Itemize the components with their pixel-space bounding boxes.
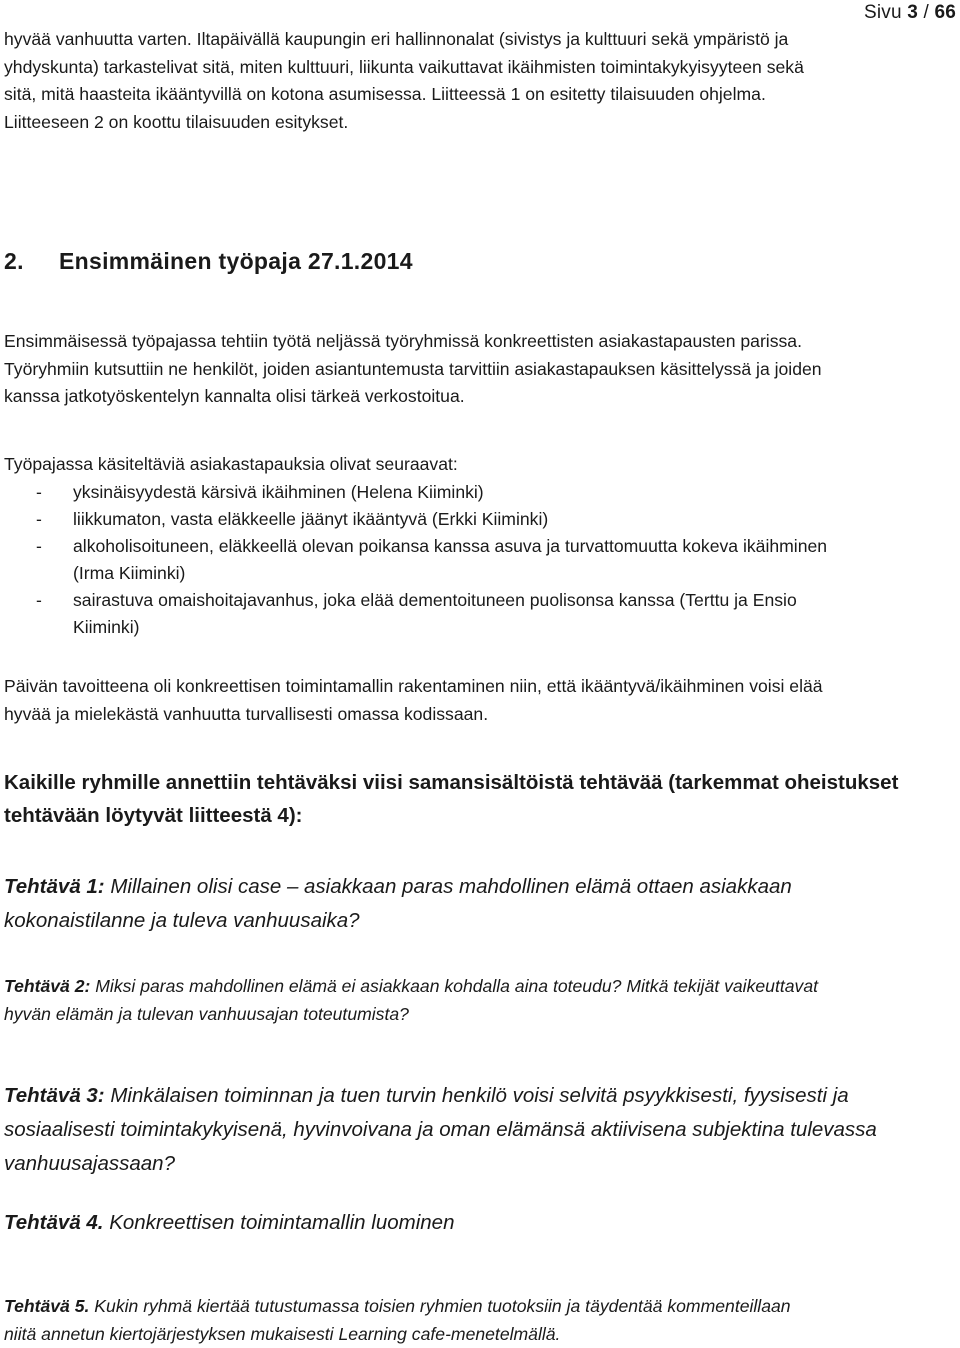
task-text: Kukin ryhmä kiertää tutustumassa toisien ryhmien tuotoksiin ja täydentää kommenteillaan xyxy=(89,1296,791,1316)
task-3 xyxy=(4,1079,954,1181)
text-line: Työryhmiin kutsuttiin ne henkilöt, joiden asiantuntemusta tarvittiin asiakastapauksen käsittelyssä ja joiden xyxy=(4,358,822,379)
text-line: Kaikille ryhmille annettiin tehtäväksi viisi samansisältöistä tehtävää (tarkemmat oheistukset xyxy=(4,771,899,794)
goal-paragraph xyxy=(4,673,954,728)
list-item: - alkoholisoituneen, eläkkeellä olevan poikansa kanssa asuva ja turvattomuutta kokeva ikäihminen (Irma Kiiminki) xyxy=(4,533,954,587)
task-text: hyvän elämän ja tulevan vanhuusajan toteutumista? xyxy=(4,1004,409,1024)
task-text: sosiaalisesti toimintakykyisenä, hyvinvoivana ja oman elämänsä aktiivisena subjektina tulevassa xyxy=(4,1118,877,1141)
task-text: Miksi paras mahdollinen elämä ei asiakkaan kohdalla aina toteudu? Mitkä tekijät vaikeuttavat xyxy=(90,976,818,996)
page-separator: / xyxy=(923,2,929,23)
cases-section xyxy=(4,451,954,641)
list-item: - sairastuva omaishoitajavanhus, joka elää dementoituneen puolisonsa kanssa (Terttu ja Ensio Kiiminki) xyxy=(4,587,954,641)
task-4 xyxy=(4,1206,954,1240)
page-number xyxy=(864,2,956,24)
task-label: Tehtävä 1: xyxy=(4,875,105,898)
cases-intro: Työpajassa käsiteltäviä asiakastapauksia olivat seuraavat: xyxy=(4,454,458,474)
page-prefix: Sivu xyxy=(863,2,902,23)
cases-list xyxy=(4,479,954,641)
list-item: - liikkumaton, vasta eläkkeelle jäänyt ikääntyvä (Erkki Kiiminki) xyxy=(4,506,954,533)
dash-bullet: - xyxy=(36,589,42,610)
section-heading xyxy=(4,248,954,275)
task-text: kokonaistilanne ja tuleva vanhuusaika? xyxy=(4,909,360,932)
dash-bullet: - xyxy=(36,535,42,556)
task-text: vanhuusajassaan? xyxy=(4,1152,175,1175)
task-text: niitä annetun kiertojärjestyksen mukaisesti Learning cafe-menetelmällä. xyxy=(4,1324,561,1344)
page-total: 66 xyxy=(934,2,956,23)
workshop-paragraph xyxy=(4,328,954,411)
task-label: Tehtävä 4. xyxy=(4,1211,104,1234)
intro-paragraph xyxy=(4,26,954,136)
task-text: Konkreettisen toimintamallin luominen xyxy=(103,1211,455,1234)
dash-bullet: - xyxy=(36,481,42,502)
task-2 xyxy=(4,972,954,1028)
task-text: Minkälaisen toiminnan ja tuen turvin henkilö voisi selvitä psyykkisesti, fyysisesti ja xyxy=(104,1084,849,1107)
section-title: Ensimmäinen työpaja 27.1.2014 xyxy=(59,248,413,274)
task-label: Tehtävä 2: xyxy=(4,976,91,996)
task-label: Tehtävä 5. xyxy=(4,1296,90,1316)
task-text: Millainen olisi case – asiakkaan paras mahdollinen elämä ottaen asiakkaan xyxy=(104,875,792,898)
task-1 xyxy=(4,870,954,938)
dash-bullet: - xyxy=(36,508,42,529)
task-5 xyxy=(4,1292,954,1348)
page-current: 3 xyxy=(907,2,918,23)
task-label: Tehtävä 3: xyxy=(4,1084,105,1107)
text-line: yhdyskunta) tarkastelivat sitä, miten kulttuuri, liikunta vaikuttavat ikäihmisten toimintakykyisyyteen sekä xyxy=(4,56,804,77)
text-line: hyvää vanhuutta varten. Iltapäivällä kaupungin eri hallinnonalat (sivistys ja kulttuuri sekä ympäristö ja xyxy=(4,29,789,49)
text-line: tehtävään löytyvät liitteestä 4): xyxy=(4,804,303,827)
text-line: hyvää ja mielekästä vanhuutta turvallisesti omassa kodissaan. xyxy=(4,703,489,724)
list-item: - yksinäisyydestä kärsivä ikäihminen (Helena Kiiminki) xyxy=(4,479,954,506)
text-line: Liitteeseen 2 on koottu tilaisuuden esitykset. xyxy=(4,111,349,132)
text-line: Ensimmäisessä työpajassa tehtiin työtä neljässä työryhmissä konkreettisten asiakastapausten parissa. xyxy=(4,331,802,351)
text-line: kanssa jatkotyöskentelyn kannalta olisi tärkeä verkostoitua. xyxy=(4,386,465,406)
section-number: 2. xyxy=(4,248,24,274)
text-line: Päivän tavoitteena oli konkreettisen toimintamallin rakentaminen niin, että ikääntyvä/ikäihminen voisi elää xyxy=(4,676,823,696)
text-line: sitä, mitä haasteita ikääntyvillä on kotona asumisessa. Liitteessä 1 on esitetty tilaisuuden ohjelma. xyxy=(4,84,766,104)
assignment-heading xyxy=(4,766,954,832)
